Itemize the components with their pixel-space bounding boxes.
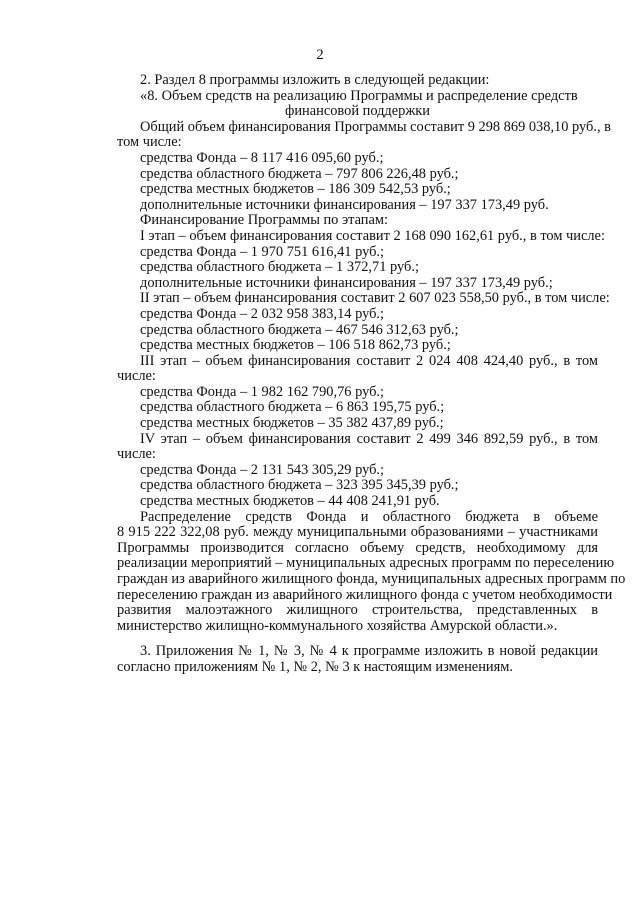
stage-4-fund-line: средства Фонда – 2 131 543 305,29 руб.;: [140, 461, 384, 478]
document-body: [117, 72, 626, 676]
item-3-line-2: согласно приложениям № 1, № 2, № 3 к настоящим изменениям.: [117, 658, 513, 675]
section-8-title-line-2: финансовой поддержки: [285, 103, 430, 120]
stage-1-regional-line: средства областного бюджета – 1 372,71 руб.;: [140, 259, 419, 276]
distribution-line-2: 8 915 222 322,08 руб. между муниципальными образованиями – участниками: [117, 524, 598, 541]
stages-heading: Финансирование Программы по этапам:: [140, 212, 388, 229]
total-regional-line: средства областного бюджета – 797 806 226,48 руб.;: [140, 165, 459, 182]
section-8-title-line-1: «8. Объем средств на реализацию Программы и распределение средств: [140, 87, 578, 104]
stage-4-regional-line: средства областного бюджета – 323 395 345,39 руб.;: [140, 477, 459, 494]
distribution-line-1: Распределение средств Фонда и областного бюджета в объеме: [140, 508, 598, 525]
item-2-heading: 2. Раздел 8 программы изложить в следующей редакции:: [140, 72, 490, 88]
stage-1-line: I этап – объем финансирования составит 2 168 090 162,61 руб., в том числе:: [140, 227, 605, 244]
stage-2-regional-line: средства областного бюджета – 467 546 312,63 руб.;: [140, 321, 459, 338]
stage-2-local-line: средства местных бюджетов – 106 518 862,73 руб.;: [140, 337, 451, 354]
stage-3-fund-line: средства Фонда – 1 982 162 790,76 руб.;: [140, 383, 384, 400]
distribution-line-3: Программы производится согласно объему средств, необходимому для: [117, 539, 598, 556]
item-3-line-1: 3. Приложения № 1, № 3, № 4 к программе изложить в новой редакции: [140, 643, 598, 660]
distribution-line-4: реализации мероприятий – муниципальных адресных программ по переселению: [117, 555, 615, 572]
total-additional-line: дополнительные источники финансирования – 197 337 173,49 руб.: [140, 196, 549, 213]
distribution-line-8: министерство жилищно-коммунального хозяйства Амурской области.».: [117, 617, 558, 634]
stage-2-fund-line: средства Фонда – 2 032 958 383,14 руб.;: [140, 305, 384, 322]
stage-4-local-line: средства местных бюджетов – 44 408 241,91 руб.: [140, 493, 440, 510]
stage-4-line-1: IV этап – объем финансирования составит 2 499 346 892,59 руб., в том: [140, 430, 598, 447]
total-funding-line-1: Общий объем финансирования Программы составит 9 298 869 038,10 руб., в: [140, 118, 611, 135]
stage-3-local-line: средства местных бюджетов – 35 382 437,89 руб.;: [140, 415, 444, 432]
stage-1-fund-line: средства Фонда – 1 970 751 616,41 руб.;: [140, 243, 384, 260]
distribution-line-5: граждан из аварийного жилищного фонда, муниципальных адресных программ по: [117, 571, 626, 587]
stage-3-line-2: числе:: [117, 368, 156, 385]
stage-1-additional-line: дополнительные источники финансирования – 197 337 173,49 руб.;: [140, 274, 553, 291]
total-funding-line-2: том числе:: [117, 134, 182, 151]
total-fund-line: средства Фонда – 8 117 416 095,60 руб.;: [140, 149, 384, 166]
total-local-line: средства местных бюджетов – 186 309 542,53 руб.;: [140, 181, 451, 198]
stage-3-regional-line: средства областного бюджета – 6 863 195,75 руб.;: [140, 399, 445, 416]
page-number: 2: [316, 47, 324, 63]
stage-3-line-1: III этап – объем финансирования составит 2 024 408 424,40 руб., в том: [140, 352, 598, 369]
distribution-line-6: переселению граждан из аварийного жилищного фонда с учетом необходимости: [117, 586, 613, 603]
distribution-line-7: развития малоэтажного жилищного строительства, представленных в: [117, 602, 598, 619]
stage-2-line: II этап – объем финансирования составит 2 607 023 558,50 руб., в том числе:: [140, 290, 610, 307]
stage-4-line-2: числе:: [117, 446, 156, 463]
